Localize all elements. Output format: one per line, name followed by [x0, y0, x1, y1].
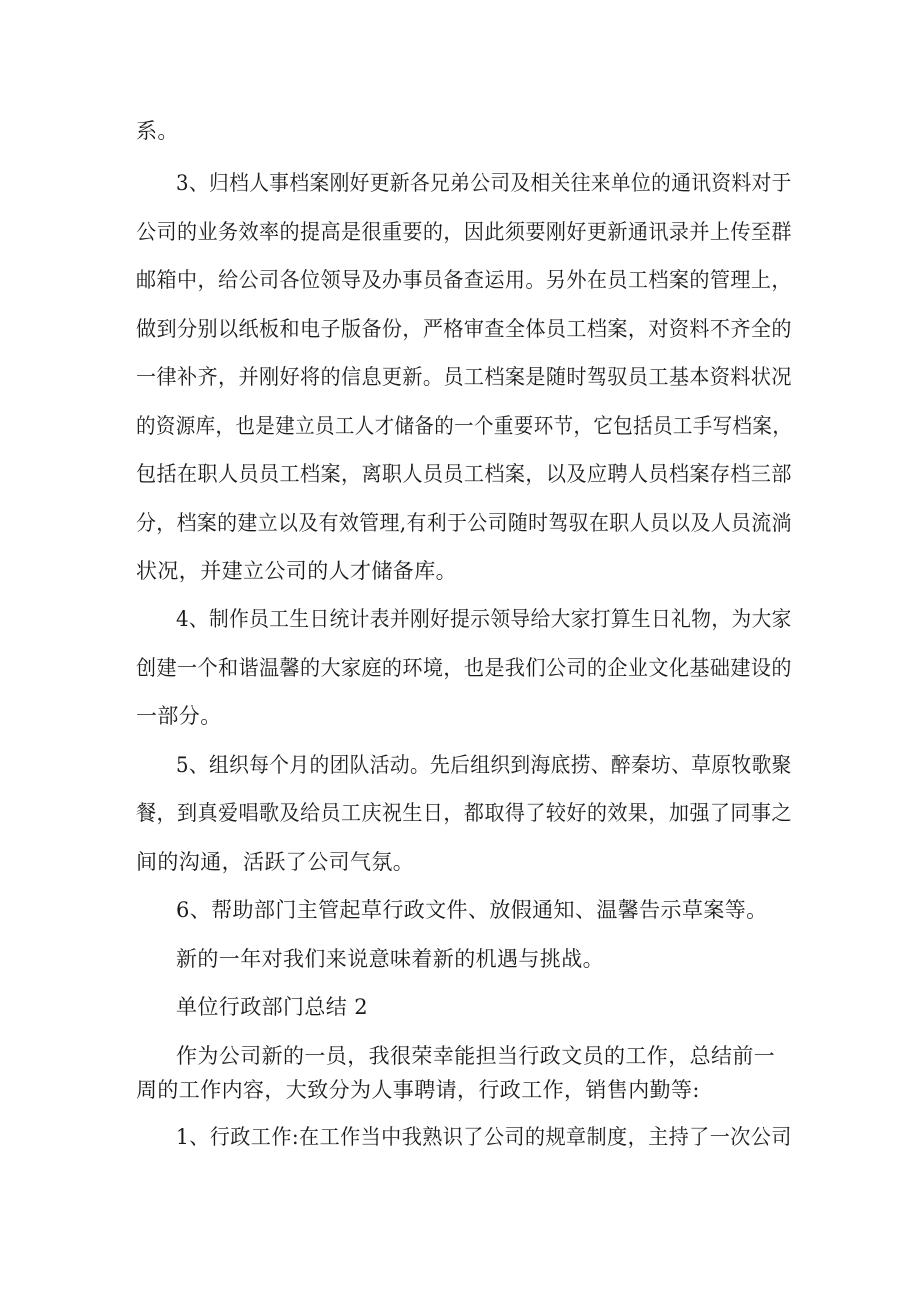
text-line: 做到分别以纸板和电子版备份，严格审查全体员工档案，对资料不齐全的	[136, 317, 792, 341]
text-line: 的资源库，也是建立员工人才储备的一个重要环节，它包括员工手写档案，	[136, 414, 793, 438]
text-line: 4、制作员工生日统计表并刚好提示领导给大家打算生日礼物，为大家	[176, 607, 792, 631]
text-line: 1、行政工作:在工作当中我熟识了公司的规章制度，主持了一次公司	[176, 1125, 792, 1149]
text-line: 周的工作内容，大致分为人事聘请，行政工作，销售内勤等:	[136, 1078, 700, 1102]
text-line: 5、组织每个月的团队活动。先后组织到海底捞、醉秦坊、草原牧歌聚	[176, 753, 792, 777]
text-line: 系。	[136, 119, 179, 143]
text-line: 间的沟通，活跃了公司气氛。	[136, 850, 415, 874]
text-line: 新的一年对我们来说意味着新的机遇与挑战。	[176, 947, 604, 971]
text-line: 状况，并建立公司的人才储备库。	[136, 559, 457, 583]
text-line: 一部分。	[136, 704, 222, 728]
text-line: 6、帮助部门主管起草行政文件、放假通知、温馨告示草案等。	[176, 898, 768, 922]
text-line: 公司的业务效率的提高是很重要的，因此须要刚好更新通讯录并上传至群	[136, 220, 792, 244]
section-heading: 单位行政部门总结 2	[176, 995, 369, 1019]
text-line: 邮箱中，给公司各位领导及办事员备查运用。另外在员工档案的管理上，	[136, 268, 792, 292]
text-line: 作为公司新的一员，我很荣幸能担当行政文员的工作，总结前一	[176, 1044, 776, 1068]
text-line: 分，档案的建立以及有效管理,有利于公司随时驾驭在职人员以及人员流淌	[136, 511, 792, 535]
text-line: 包括在职人员员工档案，离职人员员工档案，以及应聘人员档案存档三部	[136, 462, 792, 486]
text-line: 餐，到真爱唱歌及给员工庆祝生日，都取得了较好的效果，加强了同事之	[136, 801, 792, 825]
text-line: 创建一个和谐温馨的大家庭的环境，也是我们公司的企业文化基础建设的	[136, 656, 792, 680]
text-line: 一律补齐，并刚好将的信息更新。员工档案是随时驾驭员工基本资料状况	[136, 365, 792, 389]
text-line: 3、归档人事档案刚好更新各兄弟公司及相关往来单位的通讯资料对于	[176, 171, 792, 195]
